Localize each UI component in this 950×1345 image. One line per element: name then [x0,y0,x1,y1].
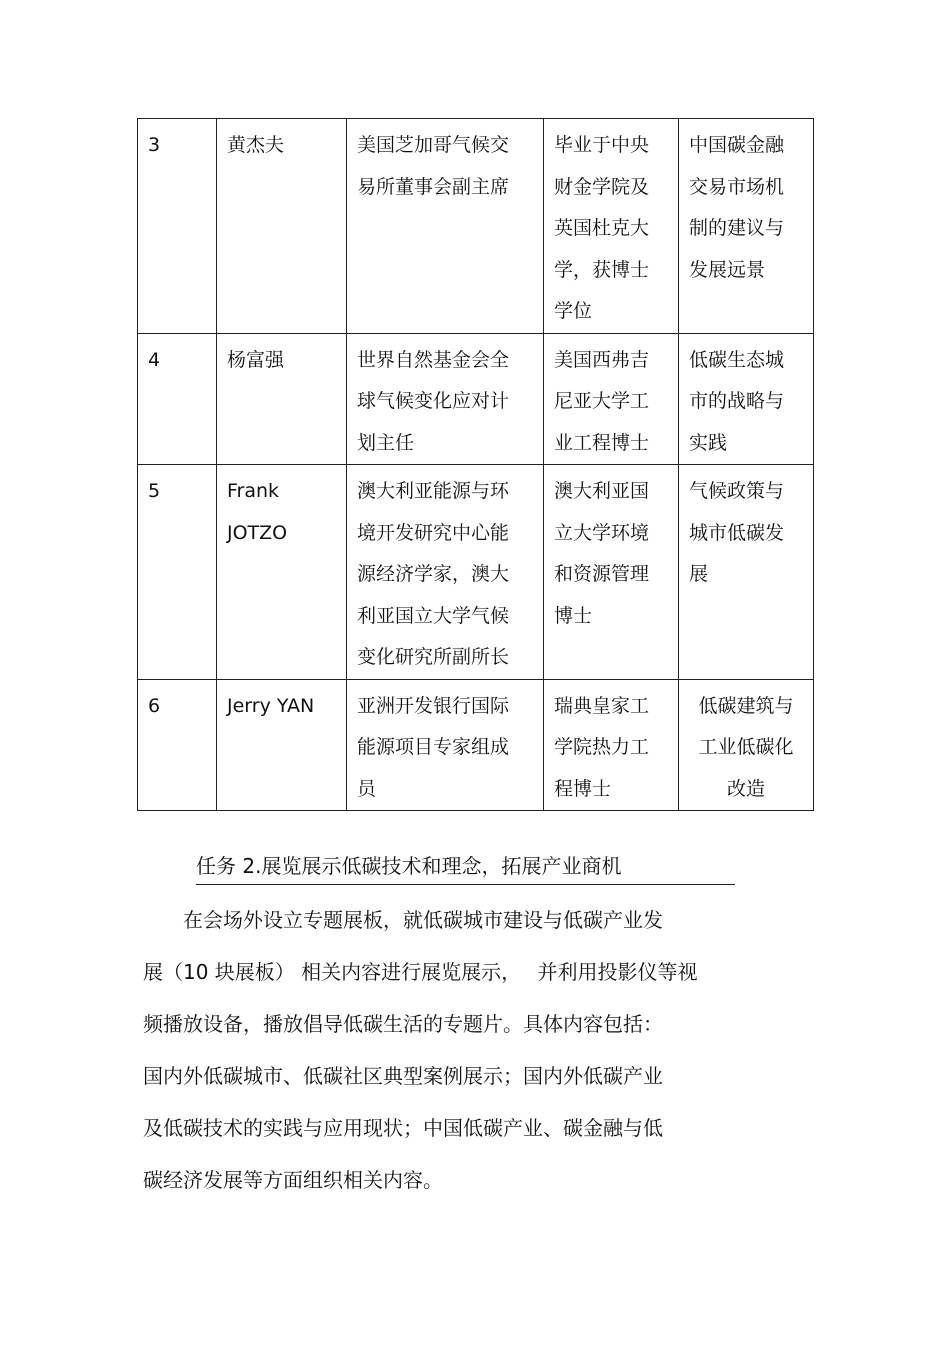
expert-title: 澳大利亚能源与环 境开发研究中心能 源经济学家，澳大 利亚国立大学气候 变化研究所副所长 [347,465,544,680]
row-number: 5 [138,465,217,680]
row-number: 3 [138,119,217,334]
section-body: 在会场外设立专题展板，就低碳城市建设与低碳产业发 展（10 块展板） 相关内容进行展览展示， 并利用投影仪等视 频播放设备，播放倡导低碳生活的专题片。具体内容包括： 国内外低碳城市、低碳社区典型案例展示；国内外低碳产业 及低碳技术的实践与应用现状；中国低碳产业、碳金融与低 碳经济发展等方面组织相关内容。 [143,908,698,1192]
speech-topic: 气候政策与 城市低碳发 展 [679,465,814,680]
speech-topic: 中国碳金融 交易市场机 制的建议与 发展远景 [679,119,814,334]
table-row [138,465,814,680]
speech-topic: 低碳生态城 市的战略与 实践 [679,333,814,465]
expert-name: 杨富强 [217,333,347,465]
expert-name: Frank JOTZO [217,465,347,680]
expert-education: 澳大利亚国 立大学环境 和资源管理 博士 [544,465,679,680]
expert-title: 世界自然基金会全 球气候变化应对计 划主任 [347,333,544,465]
experts-table [137,118,814,811]
expert-name: 黄杰夫 [217,119,347,334]
expert-title: 亚洲开发银行国际 能源项目专家组成 员 [347,679,544,811]
row-number: 6 [138,679,217,811]
expert-education: 毕业于中央 财金学院及 英国杜克大 学，获博士 学位 [544,119,679,334]
expert-title: 美国芝加哥气候交 易所董事会副主席 [347,119,544,334]
expert-education: 美国西弗吉 尼亚大学工 业工程博士 [544,333,679,465]
table-row [138,679,814,811]
expert-education: 瑞典皇家工 学院热力工 程博士 [544,679,679,811]
row-number: 4 [138,333,217,465]
section-heading: 任务 2.展览展示低碳技术和理念，拓展产业商机 [196,848,735,885]
table-row [138,333,814,465]
table-row [138,119,814,334]
expert-name: Jerry YAN [217,679,347,811]
speech-topic: 低碳建筑与 工业低碳化 改造 [679,679,814,811]
